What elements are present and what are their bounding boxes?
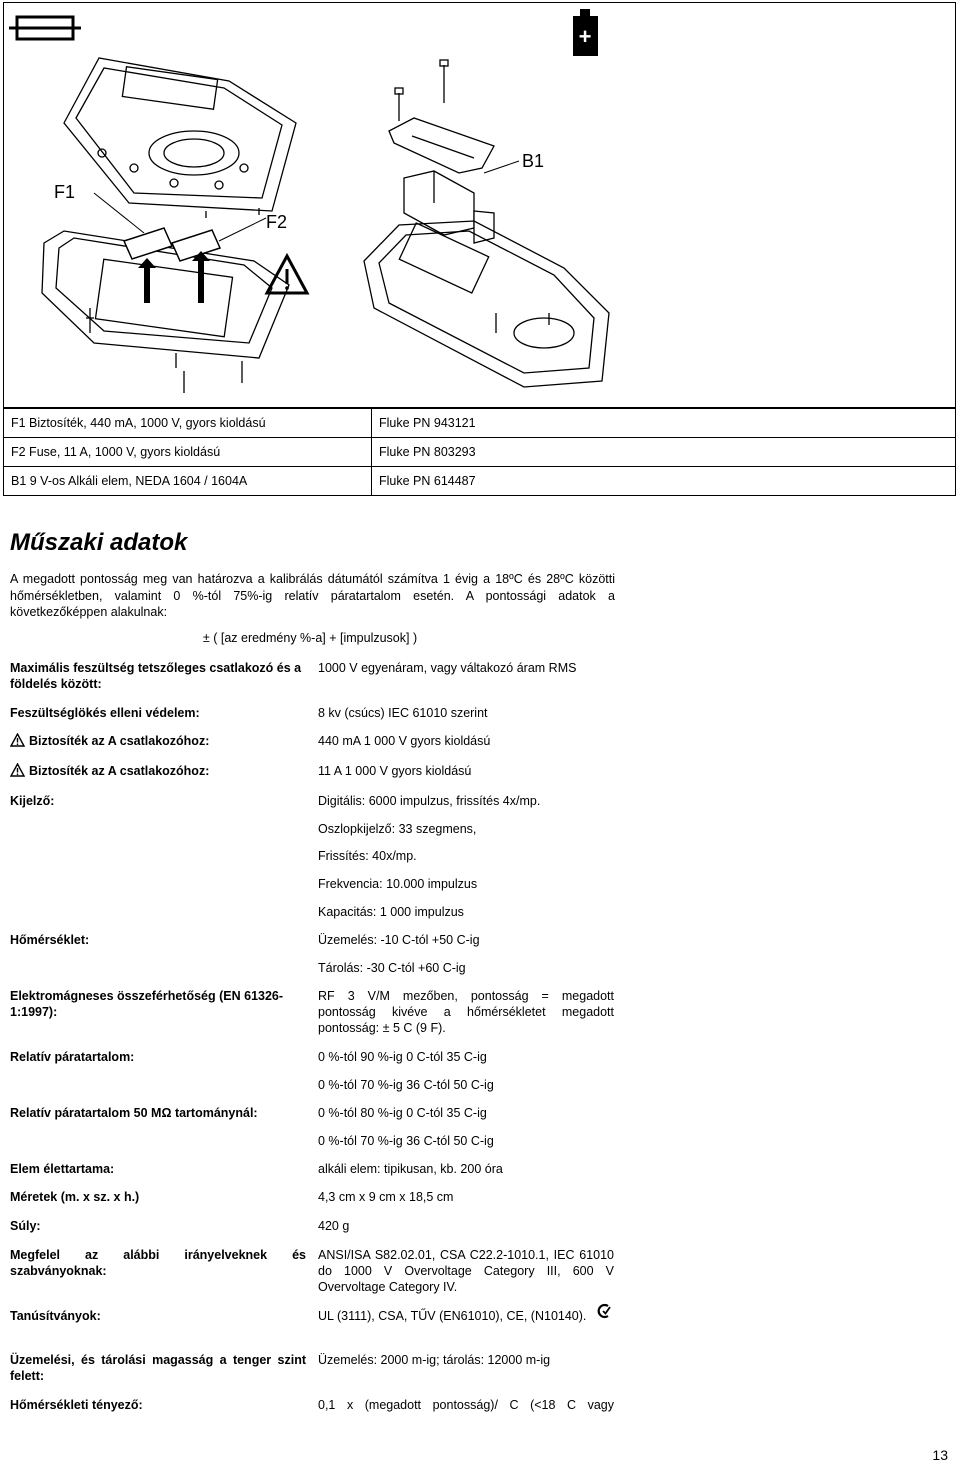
spec-value: Kapacitás: 1 000 impulzus [318,905,464,919]
battery-door [389,60,494,173]
spec-label-fuse2 [10,763,306,779]
spec-value: RF 3 V/M mezőben, pontosság = megadott pontosság kivéve a hőmérsékletet megadott pontosság: ± 5 C (9 F). [318,989,614,1035]
spec-value: Oszlopkijelző: 33 szegmens, [318,822,477,836]
spec-label: Biztosíték az A csatlakozóhoz: [29,764,210,778]
spec-value: 1000 V egyenáram, vagy váltakozó áram RMS [318,661,577,675]
spec-label: Hőmérsékleti tényező: [10,1398,143,1412]
warning-icon [10,733,25,747]
warning-icon [10,763,25,777]
c-tick-mark-icon [596,1303,612,1319]
part-number: Fluke PN 803293 [372,438,956,467]
spec-value: Tárolás: -30 C-tól +60 C-ig [318,961,466,975]
spec-value: Frissítés: 40x/mp. [318,849,417,863]
spec-label: Maximális feszültség tetszőleges csatlakozó és a földelés között: [10,661,302,691]
part-number: Fluke PN 943121 [372,409,956,438]
label-b1: B1 [522,151,545,171]
spec-label: Kijelző: [10,794,55,808]
figure-box [3,2,956,408]
spec-value: 0 %-tól 80 %-ig 0 C-tól 35 C-ig [318,1106,487,1120]
part-description: F2 Fuse, 11 A, 1000 V, gyors kioldású [4,438,372,467]
spec-value: Digitális: 6000 impulzus, frissítés 4x/mp. [318,794,541,808]
spec-value: 4,3 cm x 9 cm x 18,5 cm [318,1190,454,1204]
meter-bottom-housing [42,231,289,393]
spec-label: Feszültséglökés elleni védelem: [10,706,200,720]
spec-label: Relatív páratartalom 50 MΩ tartománynál: [10,1106,258,1120]
spec-label: Hőmérséklet: [10,933,90,947]
page-number: 13 [932,1447,948,1463]
accuracy-formula: ± ( [az eredmény %-a] + [impulzusok] ) [202,631,418,645]
fuse-icon [9,17,81,39]
spec-label: Megfelel az alábbi irányelveknek és szabványoknak: [10,1248,306,1278]
spec-value: 0 %-tól 70 %-ig 36 C-tól 50 C-ig [318,1078,494,1092]
spec-value: 420 g [318,1219,350,1233]
spec-label: Biztosíték az A csatlakozóhoz: [29,734,210,748]
spec-value: UL (3111), CSA, TŰV (EN61010), CE, (N10140). [318,1309,587,1323]
spec-label: Súly: [10,1219,41,1233]
spec-value: Üzemelés: -10 C-tól +50 C-ig [318,933,480,947]
table-row [4,467,956,496]
spec-value: 0,1 x (megadott pontosság)/ C (<18 C vagy [318,1398,614,1412]
spec-value: Üzemelés: 2000 m-ig; tárolás: 12000 m-ig [318,1353,551,1367]
part-description: B1 9 V-os Alkáli elem, NEDA 1604 / 1604A [4,467,372,496]
meter-top-cover [64,58,296,218]
arrow-icons [138,251,210,303]
spec-value: 8 kv (csúcs) IEC 61010 szerint [318,706,488,720]
label-f2: F2 [266,212,288,232]
spec-value: 0 %-tól 70 %-ig 36 C-tól 50 C-ig [318,1134,494,1148]
table-row [4,438,956,467]
intro-paragraph: A megadott pontosság meg van határozva a kalibrálás dátumától számítva 1 évig a 18ºC és 28ºC közötti hőmérsékletben, valamint 0 %-tól 75%-ig relatív páratartalom esetén. A pontossági adatok a következőképpen alakulnak: [10,572,615,619]
spec-label: Elem élettartama: [10,1162,115,1176]
spec-label: Méretek (m. x sz. x h.) [10,1190,140,1204]
svg-text:+: + [578,24,592,49]
table-row [4,409,956,438]
multimeter-illustration [4,3,955,407]
spec-value: 440 mA 1 000 V gyors kioldású [318,734,491,748]
spec-label: Tanúsítványok: [10,1309,101,1323]
spec-label: Relatív páratartalom: [10,1050,135,1064]
spec-label: Elektromágneses összeférhetőség (EN 61326- 1:1997): [10,989,284,1019]
spec-value: 11 A 1 000 V gyors kioldású [318,764,472,778]
fuse-cylinders [124,228,220,261]
meter-rear-housing [364,221,609,387]
part-description: F1 Biztosíték, 440 mA, 1000 V, gyors kioldású [4,409,372,438]
spec-label-fuse1 [10,733,306,749]
part-number: Fluke PN 614487 [372,467,956,496]
spec-value: ANSI/ISA S82.02.01, CSA C22.2-1010.1, IEC 61010 do 1000 V Overvoltage Category III, 600 V Overvoltage Category IV. [318,1248,614,1294]
label-f1: F1 [54,182,76,202]
spec-value: 0 %-tól 90 %-ig 0 C-tól 35 C-ig [318,1050,487,1064]
parts-table [3,408,956,496]
spec-label: Üzemelési, és tárolási magasság a tenger szint felett: [10,1353,306,1383]
spec-value: alkáli elem: tipikusan, kb. 200 óra [318,1162,503,1176]
spec-value: Frekvencia: 10.000 impulzus [318,877,478,891]
section-title: Műszaki adatok [10,529,188,556]
battery-icon [573,9,598,56]
